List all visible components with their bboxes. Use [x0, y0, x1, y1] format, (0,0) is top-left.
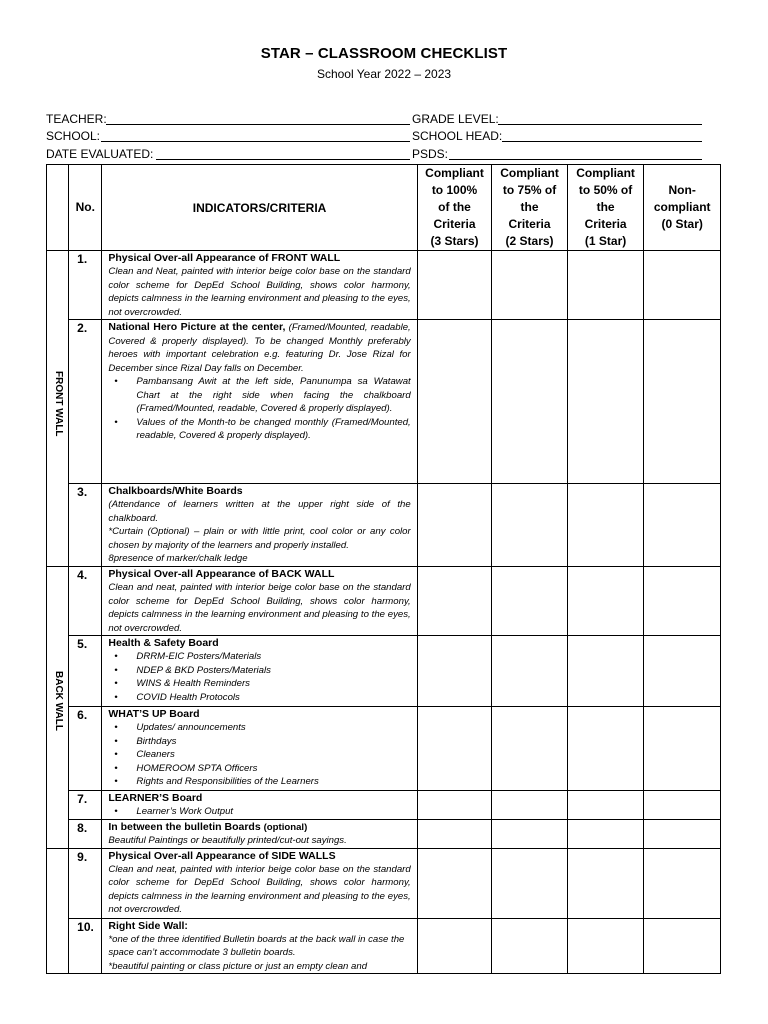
school-head-field[interactable] — [502, 141, 702, 142]
indicators-header: INDICATORS/CRITERIA — [102, 165, 417, 251]
rating-2-stars[interactable] — [492, 918, 568, 974]
back-wall-section — [47, 567, 69, 849]
indicator-cell — [102, 320, 417, 484]
rating-2-stars[interactable] — [492, 320, 568, 484]
row-number: 4. — [69, 567, 102, 636]
teacher-field[interactable] — [106, 124, 410, 125]
date-evaluated-label: DATE EVALUATED: — [46, 147, 154, 161]
side-wall-section — [47, 848, 69, 974]
rating-2-stars[interactable] — [492, 848, 568, 918]
table-row — [47, 251, 721, 320]
rating-3-stars[interactable] — [417, 848, 492, 918]
back-wall-label: BACK WALL — [53, 671, 64, 731]
rating-2-stars[interactable] — [492, 707, 568, 791]
rating-3-stars[interactable] — [417, 567, 492, 636]
table-row — [47, 918, 721, 974]
school-head-label: SCHOOL HEAD: — [412, 129, 503, 143]
rating-0-star[interactable] — [644, 251, 721, 320]
rating-1-star[interactable] — [567, 707, 644, 791]
psds-field[interactable] — [449, 159, 702, 160]
rating-0-star[interactable] — [644, 707, 721, 791]
indicator-title: WHAT’S UP Board — [108, 708, 200, 720]
rating-2-stars[interactable] — [492, 636, 568, 707]
row-number: 5. — [69, 636, 102, 707]
bullet-item: • Rights and Responsibilities of the Learners — [136, 775, 410, 789]
rating-0-star[interactable] — [644, 320, 721, 484]
rating-0-star[interactable] — [644, 567, 721, 636]
rating-2-stars[interactable] — [492, 484, 568, 567]
bullet-item: • COVID Health Protocols — [136, 691, 410, 705]
school-field[interactable] — [101, 141, 410, 142]
table-row — [47, 320, 721, 484]
indicator-desc: Clean and neat, painted with interior beige color base on the standard color scheme for DepEd School Building, shows color harmony, depicts calmness in the learning environment and pleasing to the eyes, not overcrowded. — [108, 863, 411, 915]
rating-3-stars[interactable] — [417, 320, 492, 484]
bullet-item: • Cleaners — [136, 748, 410, 762]
indicator-desc: *beautiful painting or class picture or just an empty clean and — [108, 960, 368, 972]
indicator-cell — [102, 636, 417, 707]
psds-label: PSDS: — [412, 147, 449, 161]
bullet-item: • WINS & Health Reminders — [136, 677, 410, 691]
table-row — [47, 636, 721, 707]
teacher-label: TEACHER: — [46, 112, 107, 126]
header-row — [47, 165, 721, 251]
header-row-1 — [46, 111, 710, 128]
table-row — [47, 791, 721, 820]
table-row — [47, 820, 721, 849]
indicator-cell — [102, 791, 417, 820]
school-label: SCHOOL: — [46, 129, 101, 143]
rating-3-stars[interactable] — [417, 791, 492, 820]
indicator-title: In between the bulletin Boards (optional) — [108, 821, 308, 833]
indicator-desc: Beautiful Paintings or beautifully printed/cut-out sayings. — [108, 835, 347, 846]
row-number: 8. — [69, 820, 102, 849]
rating-1-star[interactable] — [567, 636, 644, 707]
rating-2-stars[interactable] — [492, 567, 568, 636]
row-number: 3. — [69, 484, 102, 567]
indicator-cell — [102, 707, 417, 791]
rating-0-star[interactable] — [644, 636, 721, 707]
indicator-bullets — [108, 375, 410, 443]
rating-1-star[interactable] — [567, 484, 644, 567]
table-row — [47, 567, 721, 636]
bullet-item: • DRRM-EIC Posters/Materials — [136, 650, 410, 664]
indicator-title: Chalkboards/White Boards — [108, 485, 243, 497]
indicator-cell — [102, 251, 417, 320]
rating-3-stars[interactable] — [417, 918, 492, 974]
rating-3-stars[interactable] — [417, 251, 492, 320]
indicator-bullets — [108, 805, 410, 819]
bullet-item: • Pambansang Awit at the left side, Panunumpa sa Watawat Chart at the right side when facing the chalkboard (Framed/Mounted, readable, Covered & properly displayed). — [136, 375, 410, 416]
indicator-bullets — [108, 721, 410, 789]
no-header: No. — [69, 165, 102, 251]
rating-1-star[interactable] — [567, 918, 644, 974]
indicator-desc: *Curtain (Optional) – plain or with little print, cool color or any color chosen by majority of the learners and properly installed. — [108, 526, 411, 551]
section-header-cell — [47, 165, 69, 251]
indicator-cell — [102, 848, 417, 918]
row-number: 10. — [69, 918, 102, 974]
rating-0-star[interactable] — [644, 484, 721, 567]
rating-3-stars[interactable] — [417, 636, 492, 707]
row-number: 6. — [69, 707, 102, 791]
rating-2-stars[interactable] — [492, 791, 568, 820]
indicator-title: National Hero Picture at the center, — [108, 321, 286, 333]
rating-3-stars[interactable] — [417, 484, 492, 567]
indicator-desc: Clean and Neat, painted with interior beige color base on the standard color scheme for DepEd School Building, shows color harmony, depicts calmness in the learning environment and pleasing to the eyes, not overcrowded. — [108, 266, 411, 318]
indicator-desc: *one of the three identified Bulletin boards at the back wall in case the space can’t accommodate 3 bulletin boards. — [108, 933, 405, 958]
bullet-item: • Values of the Month-to be changed monthly (Framed/Mounted, readable, Covered & properly displayed). — [136, 416, 410, 443]
rating-1-star[interactable] — [567, 251, 644, 320]
rating-0-star[interactable] — [644, 791, 721, 820]
indicator-title: Right Side Wall: — [108, 919, 188, 932]
row-number: 7. — [69, 791, 102, 820]
indicator-title: LEARNER’S Board — [108, 792, 203, 804]
table-row — [47, 484, 721, 567]
indicator-title: Health & Safety Board — [108, 637, 219, 649]
bullet-item: • Updates/ announcements — [136, 721, 410, 735]
rating-1-star[interactable] — [567, 791, 644, 820]
front-wall-section — [47, 251, 69, 567]
compliant-50-header: Compliant to 50% of the Criteria (1 Star) — [567, 165, 644, 251]
rating-3-stars[interactable] — [417, 820, 492, 849]
indicator-cell — [102, 484, 417, 567]
grade-level-label: GRADE LEVEL: — [412, 112, 499, 126]
row-number: 1. — [69, 251, 102, 320]
indicator-desc: (Attendance of learners written at the upper right side of the chalkboard. — [108, 499, 411, 524]
front-wall-label: FRONT WALL — [53, 371, 64, 437]
table-row — [47, 848, 721, 918]
bullet-item: • Learner’s Work Output — [136, 805, 410, 819]
school-year: School Year 2022 – 2023 — [316, 67, 452, 81]
bullet-item: • Birthdays — [136, 735, 410, 749]
rating-2-stars[interactable] — [492, 820, 568, 849]
rating-0-star[interactable] — [644, 820, 721, 849]
row-number: 2. — [69, 320, 102, 484]
header-row-3 — [46, 146, 710, 163]
indicator-cell — [102, 820, 417, 849]
indicator-bullets — [108, 650, 410, 704]
indicator-title: Physical Over-all Appearance of SIDE WALLS — [108, 849, 336, 862]
indicator-cell — [102, 567, 417, 636]
table-row — [47, 707, 721, 791]
bullet-item: • HOMEROOM SPTA Officers — [136, 762, 410, 776]
header-row-2 — [46, 128, 710, 145]
rating-2-stars[interactable] — [492, 251, 568, 320]
indicator-cell — [102, 918, 417, 974]
indicator-desc: Clean and neat, painted with interior beige color base on the standard color scheme for DepEd School Building, shows color harmony, depicts calmness in the learning environment and pleasing to the eyes, not overcrowded. — [108, 582, 411, 634]
indicator-title: Physical Over-all Appearance of FRONT WALL — [108, 252, 341, 264]
indicator-desc: National Hero Picture at the center, (Framed/Mounted, readable, Covered & properly displayed). To be changed Monthly preferably heroes with important celebration e.g. featuring Dr. Jose Rizal for December since Rizal Day falls on December. — [108, 321, 411, 374]
document-title: STAR – CLASSROOM CHECKLIST — [260, 45, 508, 62]
bullet-item: • NDEP & BKD Posters/Materials — [136, 664, 410, 678]
rating-0-star[interactable] — [644, 848, 721, 918]
rating-1-star[interactable] — [567, 820, 644, 849]
checklist-table — [46, 164, 721, 974]
date-evaluated-field[interactable] — [156, 159, 410, 160]
grade-level-field[interactable] — [498, 124, 702, 125]
rating-1-star[interactable] — [567, 848, 644, 918]
compliant-100-header: Compliant to 100% of the Criteria (3 Stars) — [417, 165, 492, 251]
non-compliant-header: Non- compliant (0 Star) — [644, 165, 721, 251]
indicator-desc: 8presence of marker/chalk ledge — [108, 553, 248, 564]
rating-3-stars[interactable] — [417, 707, 492, 791]
compliant-75-header: Compliant to 75% of the Criteria (2 Stars) — [492, 165, 568, 251]
row-number: 9. — [69, 848, 102, 918]
indicator-title: Physical Over-all Appearance of BACK WALL — [108, 568, 335, 580]
rating-1-star[interactable] — [567, 320, 644, 484]
rating-0-star[interactable] — [644, 918, 721, 974]
rating-1-star[interactable] — [567, 567, 644, 636]
